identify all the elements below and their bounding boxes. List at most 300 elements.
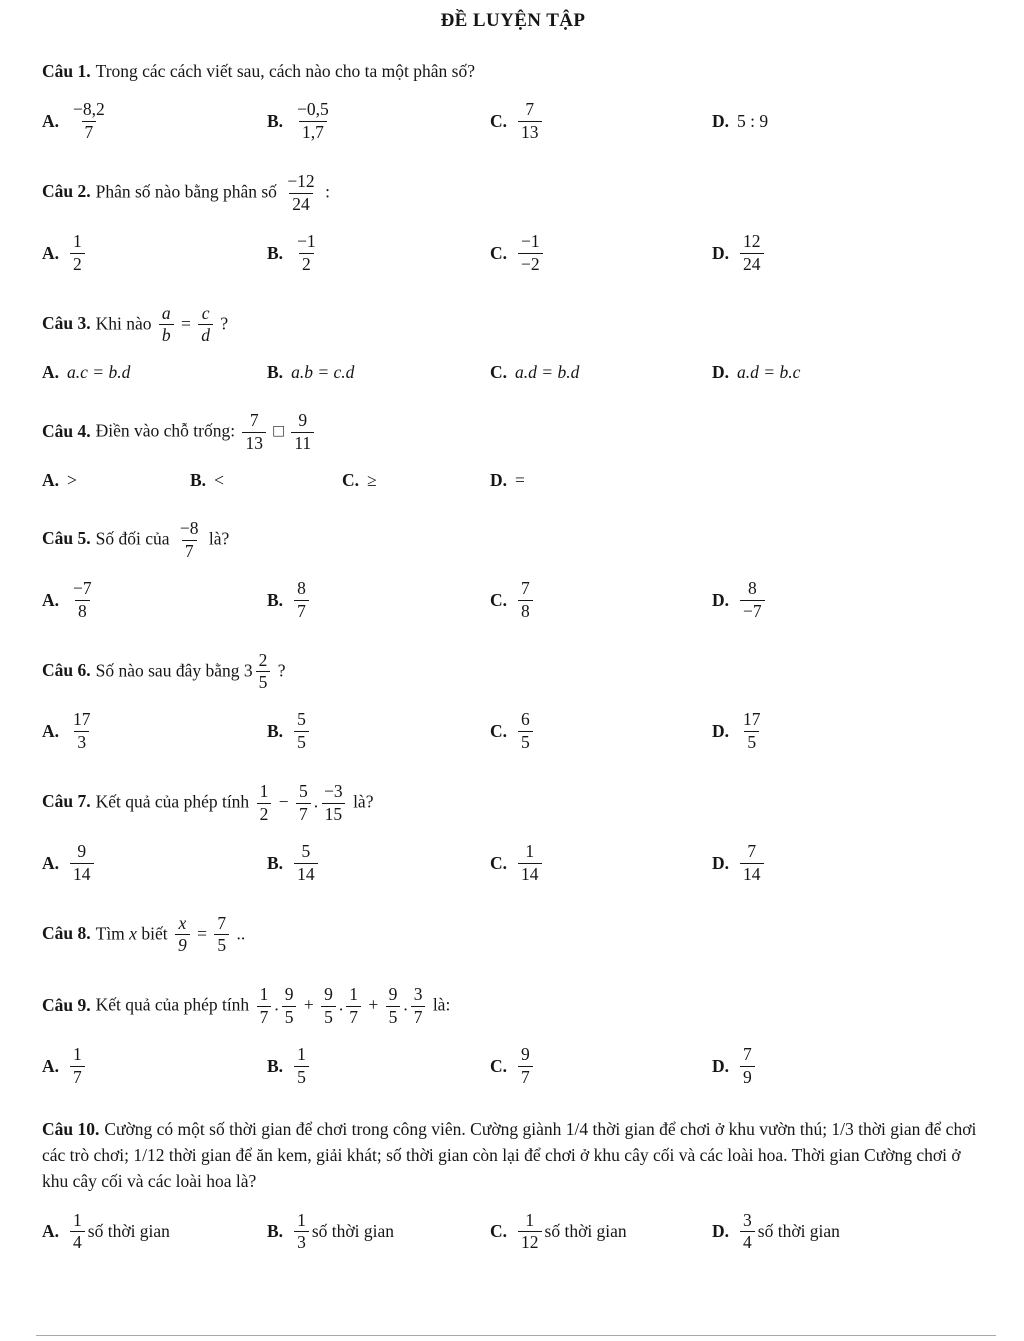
fraction-numerator: 1 bbox=[525, 840, 535, 861]
question bbox=[42, 1116, 984, 1255]
fraction-denominator: −2 bbox=[518, 253, 543, 276]
text-run: ? bbox=[273, 659, 286, 680]
fraction bbox=[70, 1044, 85, 1089]
fraction bbox=[282, 984, 297, 1029]
fraction bbox=[177, 518, 202, 563]
fraction-numerator: 1 bbox=[259, 781, 269, 801]
fraction bbox=[740, 841, 764, 886]
fraction-numerator: −12 bbox=[287, 171, 315, 191]
text-run: Khi nào bbox=[95, 312, 156, 333]
option bbox=[42, 231, 267, 276]
fraction-numerator: 9 bbox=[324, 984, 333, 1005]
text-run: Kết quả của phép tính bbox=[95, 994, 254, 1015]
fraction-denominator: 7 bbox=[257, 1006, 272, 1029]
question bbox=[42, 781, 984, 886]
option-body bbox=[515, 578, 536, 623]
text-run: x bbox=[129, 922, 137, 943]
fraction bbox=[159, 303, 174, 348]
options-row bbox=[42, 578, 984, 623]
fraction-numerator: 2 bbox=[258, 649, 268, 670]
fraction bbox=[294, 231, 319, 276]
text-run: . bbox=[274, 994, 279, 1015]
text-run: biết bbox=[136, 922, 172, 943]
text-run: = bbox=[176, 312, 196, 333]
option-label: B. bbox=[267, 1055, 284, 1076]
fraction-denominator: 7 bbox=[411, 1006, 426, 1029]
fraction bbox=[294, 1044, 309, 1089]
option bbox=[267, 99, 490, 144]
fraction-denominator: 8 bbox=[75, 600, 90, 623]
fraction bbox=[321, 781, 346, 826]
option-body bbox=[737, 362, 800, 383]
option-body bbox=[67, 99, 111, 144]
fraction-numerator: 1 bbox=[297, 1209, 306, 1230]
option-label: B. bbox=[267, 852, 284, 873]
fraction bbox=[294, 1210, 309, 1255]
fraction-numerator: 5 bbox=[301, 840, 311, 861]
fraction-numerator: −0,5 bbox=[297, 99, 329, 120]
question-text bbox=[42, 518, 984, 563]
fraction-denominator: 14 bbox=[740, 863, 764, 886]
option-label: A. bbox=[42, 721, 60, 742]
fraction bbox=[346, 984, 361, 1029]
text-run: = bbox=[515, 470, 525, 490]
fraction-numerator: 3 bbox=[413, 984, 423, 1005]
fraction-numerator: 9 bbox=[77, 840, 87, 861]
option-body bbox=[737, 1044, 758, 1089]
options-row bbox=[42, 1044, 984, 1089]
fraction-denominator: 13 bbox=[242, 432, 266, 455]
question bbox=[42, 518, 984, 623]
fraction-numerator: 7 bbox=[521, 577, 530, 598]
fraction-denominator: 4 bbox=[740, 1231, 755, 1254]
text-run: Tìm bbox=[95, 922, 130, 943]
fraction-denominator: 5 bbox=[256, 671, 271, 694]
option bbox=[42, 470, 190, 491]
option-body bbox=[67, 231, 88, 276]
fraction-numerator: 6 bbox=[521, 709, 530, 730]
option-label: B. bbox=[267, 362, 284, 383]
text-run: Điền vào chỗ trống: bbox=[95, 420, 240, 441]
fraction bbox=[294, 578, 309, 623]
text-run: □ bbox=[268, 420, 289, 441]
option bbox=[267, 841, 490, 886]
text-run: + bbox=[363, 994, 383, 1015]
text-run: a.b = c.d bbox=[291, 362, 355, 383]
option bbox=[712, 1044, 984, 1089]
option bbox=[490, 362, 712, 383]
question-label: Câu 2. bbox=[42, 181, 91, 202]
fraction bbox=[518, 1044, 533, 1089]
text-run: < bbox=[214, 470, 224, 490]
fraction bbox=[70, 1210, 85, 1255]
question-label: Câu 10. bbox=[42, 1118, 100, 1139]
option-label: C. bbox=[490, 721, 508, 742]
option bbox=[712, 111, 984, 132]
question-text bbox=[42, 1116, 984, 1195]
options-row bbox=[42, 362, 984, 383]
option-label: A. bbox=[42, 589, 60, 610]
fraction-denominator: 7 bbox=[82, 121, 97, 144]
fraction-denominator: −7 bbox=[740, 600, 765, 623]
options-row bbox=[42, 1210, 984, 1255]
fraction-denominator: 5 bbox=[294, 731, 309, 754]
text-run: ? bbox=[216, 312, 229, 333]
fraction bbox=[70, 99, 108, 144]
option-label: D. bbox=[712, 1221, 730, 1242]
fraction-denominator: 5 bbox=[294, 1066, 309, 1089]
question bbox=[42, 984, 984, 1089]
option-body bbox=[737, 709, 767, 754]
question-text bbox=[42, 984, 984, 1029]
option bbox=[42, 99, 267, 144]
option bbox=[490, 1210, 712, 1255]
option-label: A. bbox=[42, 852, 60, 873]
option-label: D. bbox=[712, 721, 730, 742]
fraction bbox=[321, 984, 336, 1029]
option-body bbox=[737, 231, 767, 276]
option-label: C. bbox=[490, 589, 508, 610]
question-label: Câu 3. bbox=[42, 312, 91, 333]
options-row bbox=[42, 841, 984, 886]
option-label: A. bbox=[42, 242, 60, 263]
fraction-numerator: c bbox=[201, 302, 210, 323]
fraction-numerator: 7 bbox=[743, 1044, 752, 1064]
fraction-denominator: 8 bbox=[518, 600, 533, 623]
option-body bbox=[291, 578, 312, 623]
option-label: B. bbox=[190, 470, 207, 490]
text-run: Số nào sau đây bằng 3 bbox=[95, 659, 253, 680]
text-run: : bbox=[320, 181, 330, 202]
option-label: C. bbox=[490, 852, 508, 873]
fraction bbox=[214, 913, 229, 958]
option-label: D. bbox=[712, 852, 730, 873]
fraction bbox=[518, 709, 533, 754]
option bbox=[490, 231, 712, 276]
option-label: B. bbox=[267, 721, 284, 742]
fraction-numerator: 1 bbox=[73, 1209, 82, 1230]
fraction-denominator: 9 bbox=[175, 934, 190, 957]
option bbox=[712, 709, 984, 754]
option-body bbox=[67, 1210, 170, 1255]
option-body bbox=[737, 1210, 840, 1255]
option-label: A. bbox=[42, 362, 60, 383]
option bbox=[42, 362, 267, 383]
option-body bbox=[737, 111, 768, 132]
question-label: Câu 7. bbox=[42, 791, 91, 812]
option-body bbox=[291, 99, 335, 144]
fraction-denominator: 2 bbox=[257, 803, 272, 826]
option-body bbox=[291, 231, 322, 276]
option bbox=[712, 578, 984, 623]
fraction-denominator: 7 bbox=[70, 1066, 85, 1089]
fraction bbox=[740, 231, 764, 276]
option-label: B. bbox=[267, 589, 284, 610]
option bbox=[42, 709, 267, 754]
text-run: . bbox=[313, 791, 319, 812]
option bbox=[490, 841, 712, 886]
option-body bbox=[515, 231, 546, 276]
option-label: C. bbox=[490, 111, 508, 132]
text-run: + bbox=[299, 994, 319, 1015]
fraction-numerator: 1 bbox=[297, 1044, 306, 1064]
question-label: Câu 6. bbox=[42, 659, 91, 680]
fraction-numerator: 7 bbox=[249, 410, 259, 431]
question-text bbox=[42, 650, 984, 695]
fraction-numerator: 9 bbox=[521, 1044, 530, 1064]
option-body bbox=[367, 470, 377, 491]
option-label: A. bbox=[42, 111, 60, 132]
fraction-numerator: 5 bbox=[297, 709, 306, 730]
fraction bbox=[411, 984, 426, 1029]
fraction-numerator: 3 bbox=[743, 1209, 752, 1230]
fraction-denominator: 15 bbox=[322, 803, 346, 826]
fraction bbox=[740, 1044, 755, 1089]
fraction-denominator: 7 bbox=[296, 803, 311, 826]
question-list bbox=[42, 58, 984, 1254]
option bbox=[490, 1044, 712, 1089]
text-run: ≥ bbox=[367, 470, 377, 490]
fraction-numerator: −1 bbox=[521, 230, 540, 251]
option bbox=[342, 470, 490, 491]
fraction bbox=[70, 578, 95, 623]
fraction-denominator: 14 bbox=[518, 863, 542, 886]
fraction-numerator: 7 bbox=[217, 912, 227, 933]
text-run: là: bbox=[428, 994, 451, 1015]
option-body bbox=[67, 841, 97, 886]
text-run: . bbox=[403, 994, 408, 1015]
option-body bbox=[67, 578, 98, 623]
question-label: Câu 4. bbox=[42, 420, 91, 441]
fraction-denominator: 24 bbox=[740, 253, 764, 276]
text-run: số thời gian bbox=[311, 1221, 394, 1242]
fraction-denominator: 5 bbox=[282, 1006, 297, 1029]
question-label: Câu 9. bbox=[42, 994, 91, 1015]
fraction-numerator: −8,2 bbox=[73, 99, 105, 120]
option bbox=[712, 1210, 984, 1255]
page-title: ĐỀ LUYỆN TẬP bbox=[440, 10, 586, 31]
fraction-numerator: 1 bbox=[349, 984, 358, 1005]
option bbox=[42, 1210, 267, 1255]
option-label: A. bbox=[42, 1055, 60, 1076]
question-text bbox=[42, 171, 984, 216]
option-body bbox=[67, 709, 97, 754]
options-row bbox=[42, 709, 984, 754]
option bbox=[267, 362, 490, 383]
fraction-numerator: 17 bbox=[743, 709, 761, 730]
fraction-denominator: 3 bbox=[74, 731, 89, 754]
fraction-denominator: 7 bbox=[346, 1006, 361, 1029]
fraction bbox=[242, 410, 266, 455]
option bbox=[490, 99, 712, 144]
fraction-numerator: 7 bbox=[747, 840, 757, 861]
fraction bbox=[740, 1210, 755, 1255]
fraction-numerator: 1 bbox=[259, 984, 269, 1005]
fraction-denominator: 14 bbox=[294, 863, 318, 886]
fraction-denominator: 5 bbox=[518, 731, 533, 754]
text-run: .. bbox=[232, 922, 246, 943]
option-body bbox=[67, 1044, 88, 1089]
option-label: C. bbox=[342, 470, 360, 490]
text-run: . bbox=[338, 994, 344, 1015]
question-text bbox=[42, 303, 984, 348]
option-label: B. bbox=[267, 242, 284, 263]
fraction-numerator: 12 bbox=[743, 230, 761, 251]
fraction-denominator: 5 bbox=[321, 1006, 336, 1029]
fraction-denominator: 5 bbox=[386, 1006, 401, 1029]
fraction-numerator: 9 bbox=[388, 984, 398, 1005]
option-body bbox=[515, 470, 525, 491]
option-label: C. bbox=[490, 362, 508, 383]
text-run: − bbox=[274, 791, 293, 812]
text-run: = bbox=[192, 922, 212, 943]
option bbox=[267, 231, 490, 276]
options-row bbox=[42, 99, 984, 144]
option bbox=[490, 709, 712, 754]
fraction-denominator: 7 bbox=[294, 600, 309, 623]
fraction-denominator: 11 bbox=[291, 432, 314, 455]
fraction-numerator: 1 bbox=[525, 1209, 535, 1230]
option bbox=[490, 470, 984, 491]
option bbox=[267, 578, 490, 623]
text-run: a.c = b.d bbox=[67, 362, 131, 383]
option-label: D. bbox=[712, 362, 730, 383]
text-run: Cường có một số thời gian để chơi trong công viên. Cường giành 1/4 thời gian để chơi ở khu vườn thú; 1/3 thời gian để chơi các trò chơi; 1/12 thời gian để ăn kem, giải khát; số thời gian còn lại để chơi ở khu cây cối và các loài hoa. Thời gian Cường chơi ở khu cây cối và các loài hoa là? bbox=[42, 1118, 977, 1192]
fraction-denominator: 2 bbox=[299, 253, 314, 276]
fraction bbox=[257, 781, 272, 826]
option-body bbox=[67, 470, 77, 491]
option-label: A. bbox=[42, 1221, 60, 1242]
option bbox=[712, 231, 984, 276]
option-label: D. bbox=[712, 589, 730, 610]
text-run: là? bbox=[348, 791, 374, 812]
page-bottom-divider bbox=[36, 1335, 996, 1336]
question-label: Câu 8. bbox=[42, 922, 91, 943]
option bbox=[490, 578, 712, 623]
fraction-numerator: 8 bbox=[297, 577, 306, 598]
option-label: C. bbox=[490, 1055, 508, 1076]
text-run: 5 : 9 bbox=[737, 111, 769, 132]
fraction-denominator: 13 bbox=[518, 121, 542, 144]
text-run: Phân số nào bằng phân số bbox=[95, 181, 282, 202]
option-label: B. bbox=[267, 111, 284, 132]
fraction bbox=[518, 1210, 542, 1255]
fraction bbox=[296, 781, 311, 826]
text-run: Kết quả của phép tính bbox=[95, 791, 254, 812]
text-run: số thời gian bbox=[87, 1221, 170, 1242]
fraction bbox=[740, 578, 765, 623]
fraction-denominator: 2 bbox=[70, 253, 85, 276]
option-body bbox=[515, 362, 579, 383]
fraction-numerator: 9 bbox=[284, 984, 294, 1005]
fraction-numerator: 8 bbox=[747, 577, 757, 598]
fraction-denominator: 14 bbox=[70, 863, 94, 886]
fraction bbox=[70, 709, 94, 754]
fraction bbox=[256, 650, 271, 695]
fraction-denominator: 24 bbox=[289, 193, 313, 216]
fraction-numerator: −3 bbox=[324, 781, 343, 801]
text-run: số thời gian bbox=[757, 1221, 840, 1242]
text-run: a.d = b.d bbox=[515, 362, 580, 383]
fraction-numerator: 5 bbox=[298, 781, 308, 801]
fraction-numerator: 7 bbox=[525, 99, 535, 120]
fraction-numerator: −8 bbox=[179, 518, 199, 538]
fraction bbox=[294, 709, 309, 754]
fraction-numerator: 1 bbox=[73, 230, 82, 251]
option-label: D. bbox=[712, 1055, 730, 1076]
fraction-numerator: −1 bbox=[297, 230, 316, 251]
fraction-denominator: 5 bbox=[214, 934, 229, 957]
option-body bbox=[291, 841, 321, 886]
option bbox=[42, 841, 267, 886]
option-body bbox=[291, 362, 354, 383]
question bbox=[42, 171, 984, 276]
text-run: > bbox=[67, 470, 77, 490]
fraction bbox=[518, 231, 543, 276]
fraction-denominator: d bbox=[198, 324, 213, 347]
option-label: A. bbox=[42, 470, 60, 490]
option-label: C. bbox=[490, 242, 508, 263]
fraction bbox=[518, 99, 542, 144]
fraction bbox=[291, 410, 314, 455]
fraction-denominator: 1,7 bbox=[299, 121, 327, 144]
fraction bbox=[386, 984, 401, 1029]
option-body bbox=[291, 1210, 394, 1255]
fraction bbox=[70, 841, 94, 886]
text-run: Trong các cách viết sau, cách nào cho ta một phân số? bbox=[95, 61, 475, 81]
option bbox=[712, 362, 984, 383]
question bbox=[42, 913, 984, 958]
fraction-denominator: 12 bbox=[518, 1231, 542, 1254]
text-run: a.d = b.c bbox=[737, 362, 801, 383]
option bbox=[267, 709, 490, 754]
fraction-numerator: 1 bbox=[73, 1044, 82, 1064]
option bbox=[42, 1044, 267, 1089]
fraction-denominator: 9 bbox=[740, 1066, 755, 1089]
fraction bbox=[257, 984, 272, 1029]
option-body bbox=[515, 709, 536, 754]
option bbox=[42, 578, 267, 623]
options-row bbox=[42, 231, 984, 276]
fraction bbox=[284, 171, 317, 216]
question-text bbox=[42, 410, 984, 455]
option-body bbox=[291, 1044, 312, 1089]
option-body bbox=[737, 841, 767, 886]
fraction bbox=[294, 841, 318, 886]
option-label: C. bbox=[490, 1221, 508, 1242]
option-body bbox=[515, 99, 545, 144]
option-label: D. bbox=[712, 111, 730, 132]
option bbox=[712, 841, 984, 886]
option-body bbox=[737, 578, 768, 623]
text-run: số thời gian bbox=[544, 1221, 627, 1242]
question-text bbox=[42, 58, 984, 84]
fraction bbox=[740, 709, 764, 754]
fraction-numerator: a bbox=[161, 302, 171, 323]
option-label: D. bbox=[712, 242, 730, 263]
option-body bbox=[515, 841, 545, 886]
fraction bbox=[198, 303, 213, 348]
fraction-denominator: b bbox=[159, 324, 174, 347]
text-run: là? bbox=[204, 528, 230, 549]
option-body bbox=[67, 362, 130, 383]
option-body bbox=[515, 1044, 536, 1089]
fraction-denominator: 5 bbox=[744, 731, 759, 754]
fraction bbox=[175, 913, 190, 958]
fraction bbox=[518, 841, 542, 886]
fraction-numerator: 17 bbox=[73, 709, 91, 730]
option-label: D. bbox=[490, 470, 508, 490]
